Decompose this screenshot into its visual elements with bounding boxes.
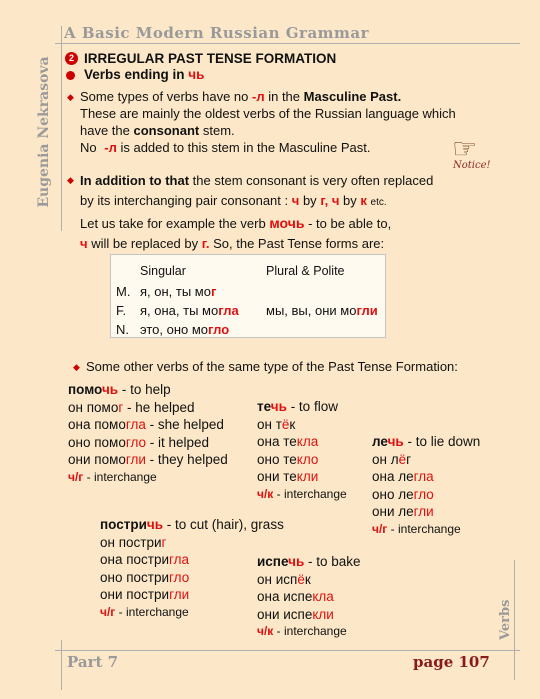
right-rule: [514, 560, 515, 680]
example-interchange: ч/г - interchange: [100, 604, 189, 619]
example-interchange: ч/к - interchange: [257, 624, 347, 638]
example-line: он постриг: [100, 534, 167, 550]
bullet-icon: ◆: [67, 175, 74, 185]
other-verbs-intro: Some other verbs of the same type of the Past Tense Formation:: [86, 359, 458, 374]
example-line: оно текло: [257, 451, 319, 467]
top-rule: [55, 43, 520, 44]
section-number: 2: [68, 53, 74, 63]
paragraph-2: [80, 171, 520, 254]
section-number-badge: [65, 52, 78, 65]
table-row: M. я, он, ты мог F. я, она, ты могла мы, вы, они могли N. это, оно могло: [116, 284, 378, 337]
past-tense-table: [110, 254, 386, 338]
example-line: оно помогло - it helped: [68, 434, 210, 450]
example-line: он испёк: [257, 571, 311, 587]
example-line: он тёк: [257, 416, 296, 432]
example-line: они постригли: [100, 587, 190, 602]
bullet-icon: ◆: [73, 362, 80, 372]
bottom-rule: [55, 650, 520, 651]
example-title: испечь - to bake: [257, 554, 361, 569]
p2-line-3: Let us take for example the verb мочь - to be able to,: [80, 215, 392, 231]
section-dot-icon: [66, 71, 75, 80]
example-line: они помогли - they helped: [68, 452, 228, 467]
book-title: A Basic Modern Russian Grammar: [64, 24, 370, 42]
example-line: они испекли: [257, 606, 334, 622]
pointing-hand-icon: ☜: [452, 133, 478, 164]
part-label: Part 7: [67, 653, 119, 671]
section-subtitle: Verbs ending in чь: [84, 67, 205, 82]
example-pomoch: [68, 381, 228, 486]
example-line: она текла: [257, 434, 319, 449]
example-line: она испекла: [257, 589, 334, 604]
example-title: постричь - to cut (hair), grass: [100, 517, 284, 532]
bottom-left-rule: [61, 640, 62, 690]
bullet-icon: ◆: [67, 92, 74, 102]
example-title: течь - to flow: [257, 399, 338, 414]
example-line: она постригла: [100, 552, 190, 567]
example-line: она легла: [372, 469, 434, 484]
p1-line-3: have the consonant stem.: [80, 123, 235, 138]
left-rule: [61, 26, 62, 231]
p1-line-2: These are mainly the oldest verbs of the Russian language which: [80, 106, 456, 121]
example-lech: [372, 433, 480, 538]
p2-line-4: ч will be replaced by г. So, the Past Tense forms are:: [80, 236, 385, 251]
p2-line-2: by its interchanging pair consonant : ч by г, ч by к etc.: [80, 193, 387, 208]
p1-line-4: No -л is added to this stem in the Masculine Past.: [80, 140, 371, 155]
example-ispech: [257, 553, 361, 641]
author-name: Eugenia Nekrasova: [36, 56, 52, 208]
example-interchange: ч/г - interchange: [372, 521, 461, 536]
table-header-plural: Plural & Polite: [266, 264, 345, 278]
p2-line-1: In addition to that the stem consonant is very often replaced: [80, 173, 434, 188]
section-title: IRREGULAR PAST TENSE FORMATION: [84, 51, 337, 66]
example-interchange: ч/г - interchange: [68, 469, 157, 484]
example-line: они легли: [372, 504, 434, 519]
side-label: Verbs: [498, 599, 513, 640]
example-interchange: ч/к - interchange: [257, 486, 347, 501]
example-title: помочь - to help: [68, 382, 171, 397]
example-line: оно легло: [372, 486, 434, 502]
table-header-singular: Singular: [140, 264, 186, 278]
notice-label: Notice!: [453, 160, 491, 171]
page-number: page 107: [413, 653, 490, 671]
example-tech: [257, 398, 347, 503]
example-line: он лёг: [372, 451, 412, 467]
example-title: лечь - to lie down: [372, 434, 481, 449]
example-line: он помог - he helped: [68, 399, 195, 415]
example-line: оно постригло: [100, 569, 190, 585]
example-line: она помогла - she helped: [68, 417, 224, 432]
p1-line-1: Some types of verbs have no -л in the Masculine Past.: [80, 89, 402, 104]
example-line: они текли: [257, 469, 319, 484]
